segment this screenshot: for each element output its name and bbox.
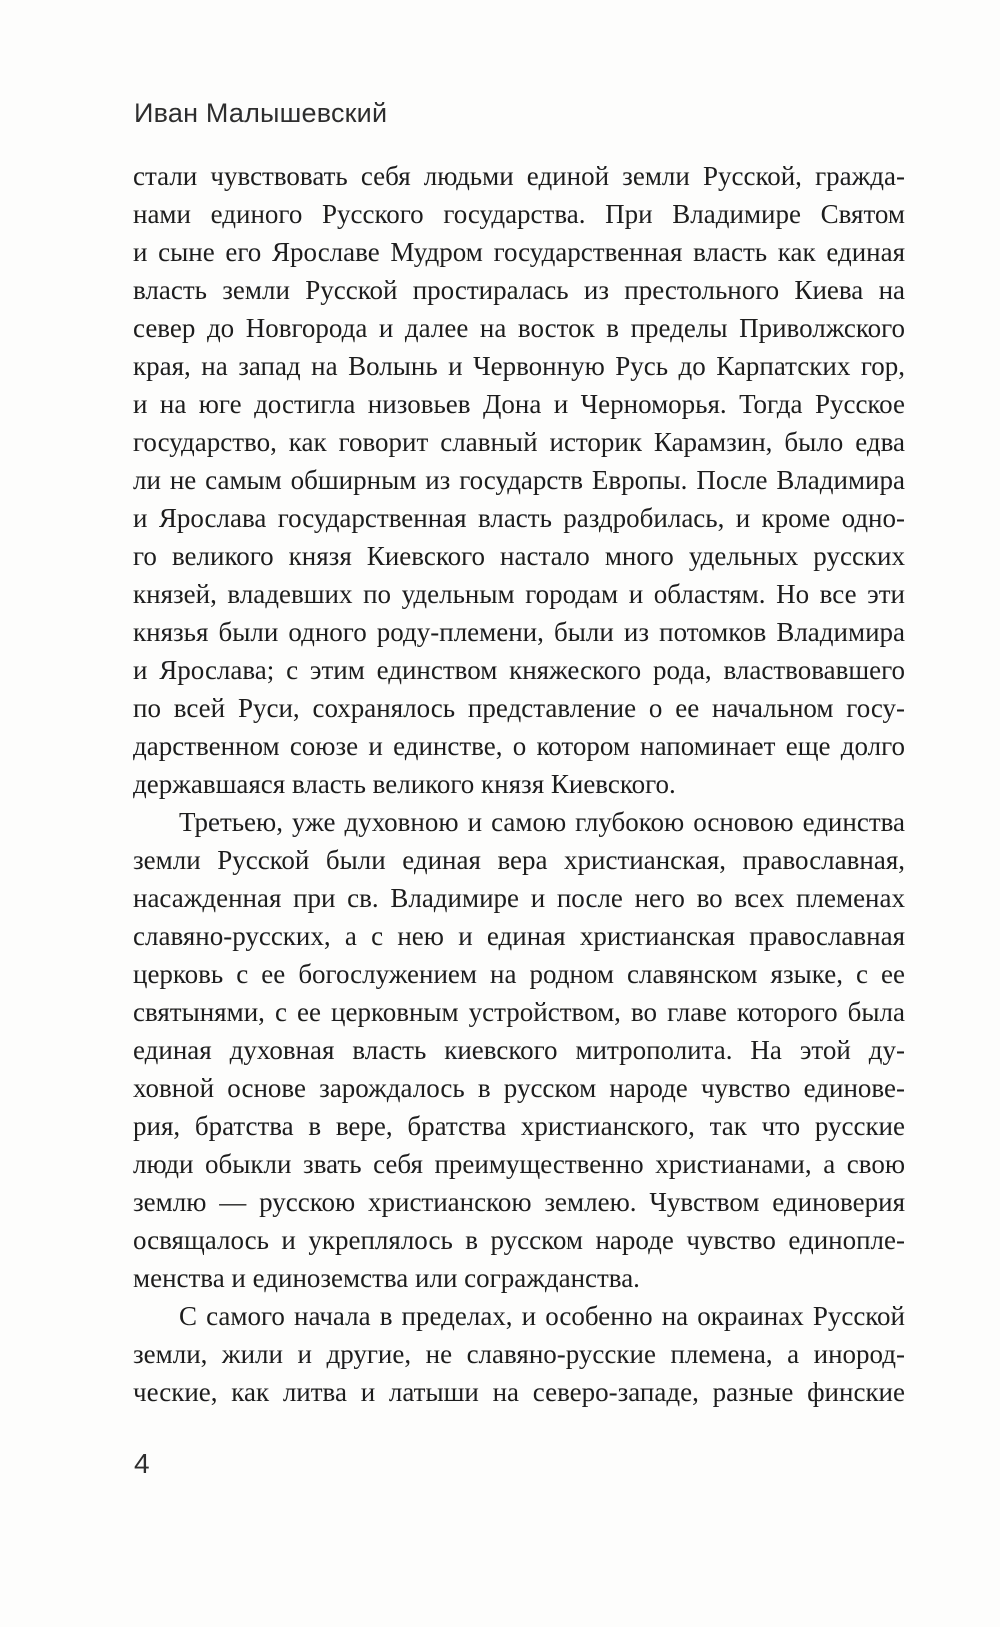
text-line: власть земли Русской простиралась из престольного Киева на [133,275,905,305]
text-block [133,157,905,1411]
text-line: князья были одного роду-племени, были из потомков Владимира [133,617,905,647]
text-line: единая духовная власть киевского митрополита. На этой ду- [133,1035,905,1065]
text-line: рия, братства в вере, братства христианского, так что русские [133,1111,905,1141]
text-line: ховной основе зарождалось в русском народе чувство единове- [133,1073,905,1103]
text-line: север до Новгорода и далее на восток в пределы Приволжского [133,313,905,343]
text-line: освящалось и укреплялось в русском народе чувство единопле- [133,1225,905,1255]
text-line: государство, как говорит славный историк Карамзин, было едва [133,427,905,457]
text-line: люди обыкли звать себя преимущественно христианами, а свою [133,1149,905,1179]
text-line: го великого князя Киевского настало много удельных русских [133,541,905,571]
text-line: землю — русскою христианскою землею. Чувством единоверия [133,1187,905,1217]
text-line: дарственном союзе и единстве, о котором напоминает еще долго [133,731,905,761]
text-line: стали чувствовать себя людьми единой земли Русской, гражда- [133,161,905,191]
text-line: и Ярослава государственная власть раздробилась, и кроме одно- [133,503,905,533]
text-line: С самого начала в пределах, и особенно на окраинах Русской [179,1301,905,1331]
text-line: славяно-русских, а с нею и единая христианская православная [133,921,905,951]
text-line: Третьею, уже духовною и самою глубокою основою единства [179,807,905,837]
text-line: менства и единоземства или согражданства. [133,1263,640,1293]
text-line: князей, владевших по удельным городам и областям. Но все эти [133,579,905,609]
text-line: насажденная при св. Владимире и после него во всех племенах [133,883,905,913]
text-line: нами единого Русского государства. При Владимире Святом [133,199,905,229]
text-line: ли не самым обширным из государств Европы. После Владимира [133,465,905,495]
text-line: земли Русской были единая вера христианская, православная, [133,845,905,875]
page-number: 4 [134,1448,150,1479]
text-line: края, на запад на Волынь и Червонную Русь до Карпатских гор, [133,351,905,381]
text-line: и сыне его Ярославе Мудром государственная власть как единая [133,237,905,267]
text-line: земли, жили и другие, не славяно-русские племена, а инород- [133,1339,905,1369]
text-line: святынями, с ее церковным устройством, во главе которого была [133,997,905,1027]
text-line: и Ярослава; с этим единством княжеского рода, властвовавшего [133,655,905,685]
text-line: и на юге достигла низовьев Дона и Черноморья. Тогда Русское [133,389,905,419]
text-line: ческие, как литва и латыши на северо-западе, разные финские [133,1377,905,1407]
text-line: по всей Руси, сохранялось представление о ее начальном госу- [133,693,905,723]
text-line: державшаяся власть великого князя Киевского. [133,769,676,799]
text-line: церковь с ее богослужением на родном славянском языке, с ее [133,959,905,989]
running-header: Иван Малышевский [134,98,388,128]
